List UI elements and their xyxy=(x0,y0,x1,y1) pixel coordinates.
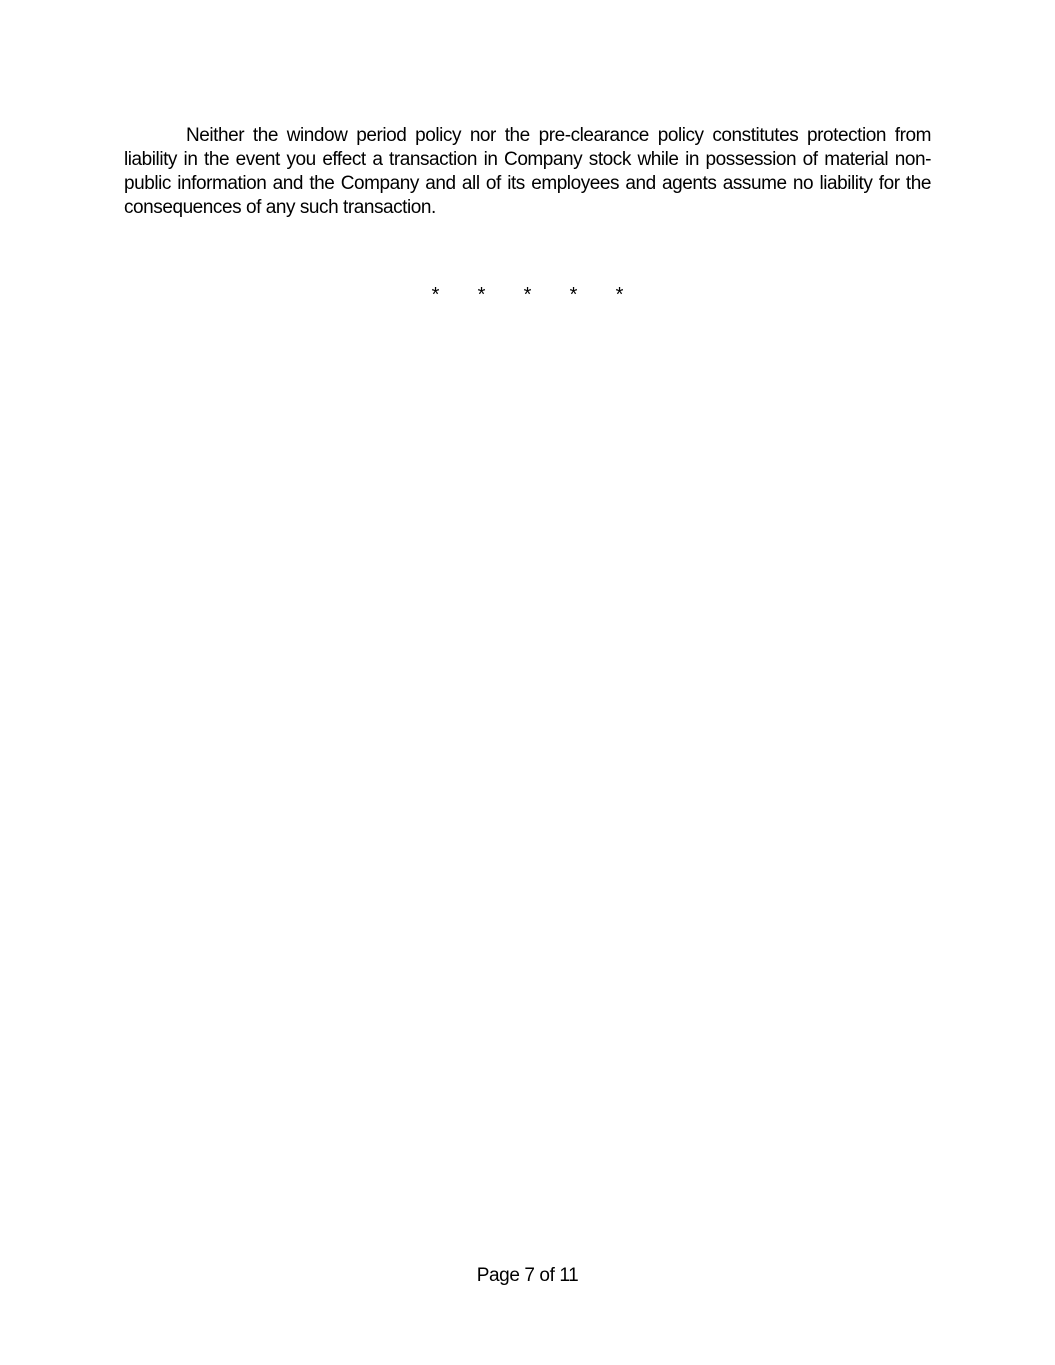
body-paragraph: Neither the window period policy nor the pre-clearance policy constitutes protection from liability in the event you effect a transaction in Company stock while in possession of material non-public information and the Company and all of its employees and agents assume no liability for the consequences of any such transaction. xyxy=(124,125,931,218)
page-number-footer: Page 7 of 11 xyxy=(476,1265,579,1286)
section-separator: * * * * * xyxy=(431,284,624,306)
